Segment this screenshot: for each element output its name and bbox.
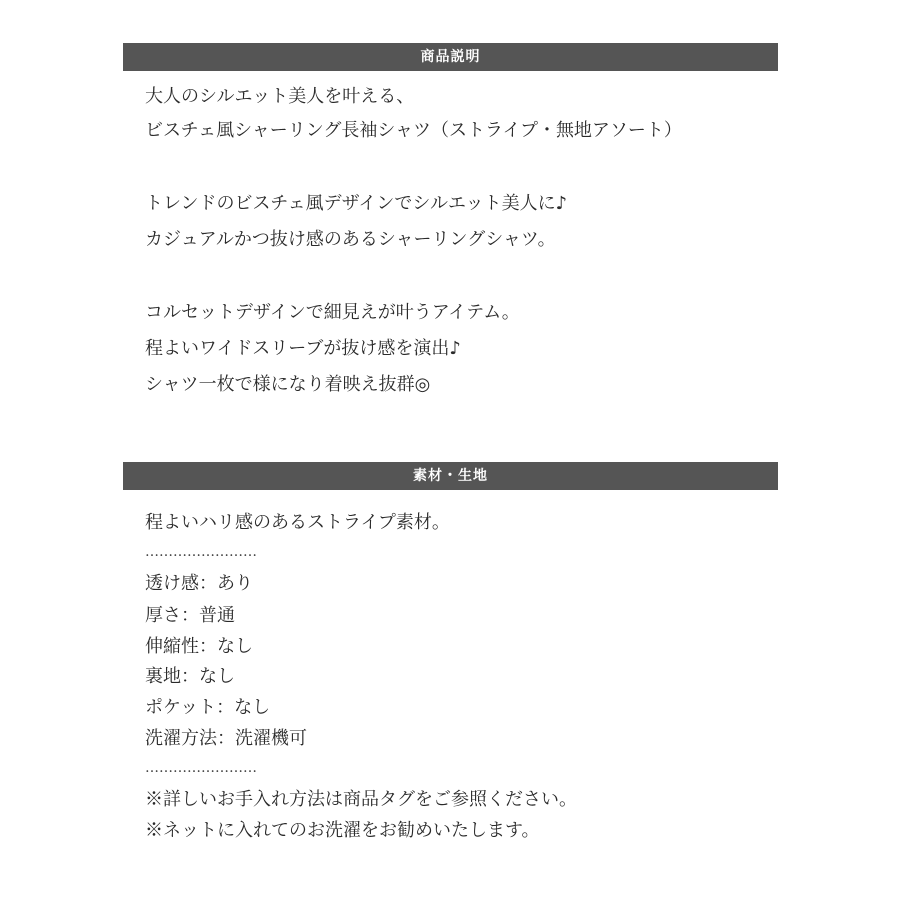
description-line: コルセットデザインで細見えが叶うアイテム。	[145, 302, 520, 323]
spec-item: 洗濯方法：洗濯機可	[145, 728, 307, 749]
dotted-divider: ……………………	[145, 544, 257, 560]
dotted-divider: ……………………	[145, 760, 257, 776]
spec-item: 伸縮性：なし	[145, 636, 253, 657]
care-note: ※詳しいお手入れ方法は商品タグをご参照ください。	[145, 789, 577, 810]
description-line: ビスチェ風シャーリング長袖シャツ（ストライプ・無地アソート）	[145, 120, 682, 141]
description-line: 程よいワイドスリーブが抜け感を演出♪	[145, 338, 461, 359]
spec-item: ポケット：なし	[145, 697, 271, 718]
care-note: ※ネットに入れてのお洗濯をお勧めいたします。	[145, 820, 540, 841]
spec-item: 厚さ：普通	[145, 605, 235, 626]
spec-item: 裏地：なし	[145, 666, 235, 687]
description-line: 大人のシルエット美人を叶える、	[145, 86, 415, 107]
description-line: カジュアルかつ抜け感のあるシャーリングシャツ。	[145, 229, 556, 250]
section-heading-material: 素材・生地	[123, 462, 778, 490]
description-line: シャツ一枚で様になり着映え抜群◎	[145, 374, 431, 395]
spec-item: 透け感：あり	[145, 573, 253, 594]
description-line: トレンドのビスチェ風デザインでシルエット美人に♪	[145, 193, 568, 214]
section-heading-description: 商品説明	[123, 43, 778, 71]
material-intro: 程よいハリ感のあるストライプ素材。	[145, 512, 450, 533]
